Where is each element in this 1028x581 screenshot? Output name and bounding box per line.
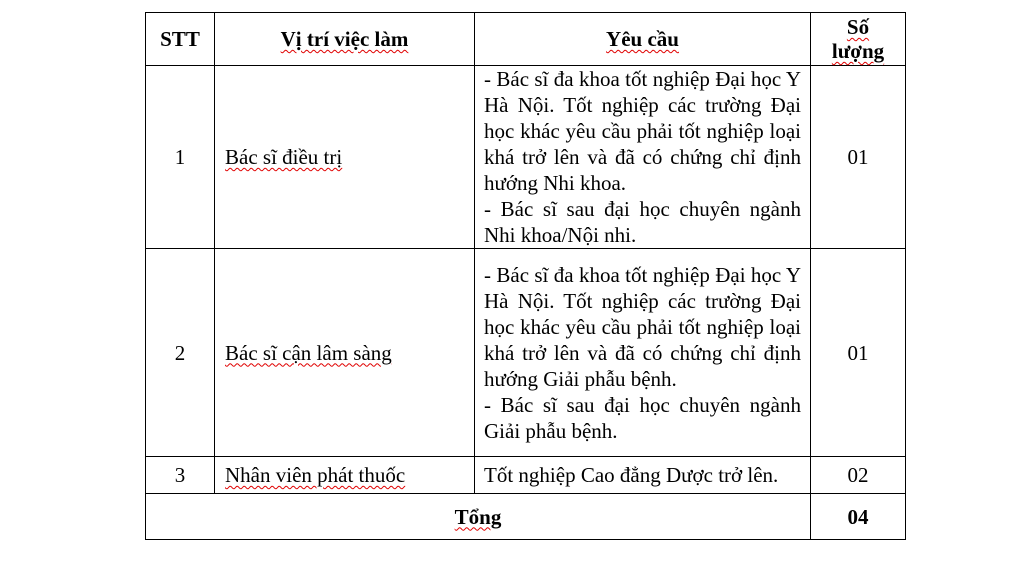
header-quantity-line2: lượng bbox=[831, 39, 885, 63]
row-position-text: Bác sĩ cận lâm sàng bbox=[225, 340, 392, 365]
table-row bbox=[146, 457, 906, 494]
row-requirements bbox=[475, 457, 811, 494]
header-position bbox=[215, 13, 475, 66]
table-row bbox=[146, 249, 906, 457]
header-quantity-line1: Số bbox=[846, 15, 870, 39]
header-requirements-text: Yêu cầu bbox=[606, 27, 679, 51]
row-position-text: Nhân viên phát thuốc bbox=[225, 463, 406, 487]
row-quantity: 01 bbox=[811, 66, 906, 249]
header-position-text: Vị trí việc làm bbox=[280, 27, 409, 51]
table-row bbox=[146, 66, 906, 249]
row-position bbox=[215, 66, 475, 249]
row-stt: 2 bbox=[146, 249, 215, 457]
row-position-text: Bác sĩ điều trị bbox=[225, 145, 343, 169]
row-quantity: 02 bbox=[811, 457, 906, 494]
requirement-item: - Bác sĩ đa khoa tốt nghiệp Đại học Y Hà Nội. Tốt nghiệp các trường Đại học khác yêu cầu phải tốt nghiệp loại khá trở lên và đã có chứng chỉ định hướng Giải phẫu bệnh. bbox=[484, 262, 801, 391]
total-label bbox=[146, 494, 811, 540]
header-requirements bbox=[475, 13, 811, 66]
row-stt: 1 bbox=[146, 66, 215, 249]
requirement-item: - Bác sĩ đa khoa tốt nghiệp Đại học Y Hà Nội. Tốt nghiệp các trường Đại học khác yêu cầu phải tốt nghiệp loại khá trở lên và đã có chứng chỉ định hướng Nhi khoa. bbox=[484, 67, 801, 195]
requirement-item: Tốt nghiệp Cao đẳng Dược trở lên. bbox=[484, 463, 779, 487]
total-label-text: Tổng bbox=[454, 504, 502, 529]
header-quantity bbox=[811, 13, 906, 66]
row-requirements bbox=[475, 66, 811, 249]
total-row bbox=[146, 494, 906, 540]
row-position bbox=[215, 249, 475, 457]
job-positions-table bbox=[145, 12, 906, 540]
total-value: 04 bbox=[811, 494, 906, 540]
requirement-item: - Bác sĩ sau đại học chuyên ngành Giải phẫu bệnh. bbox=[484, 392, 801, 443]
header-stt: STT bbox=[146, 13, 215, 66]
row-quantity: 01 bbox=[811, 249, 906, 457]
requirement-item: - Bác sĩ sau đại học chuyên ngành Nhi khoa/Nội nhi. bbox=[484, 197, 801, 247]
row-stt: 3 bbox=[146, 457, 215, 494]
header-row bbox=[146, 13, 906, 66]
row-position bbox=[215, 457, 475, 494]
row-requirements bbox=[475, 249, 811, 457]
